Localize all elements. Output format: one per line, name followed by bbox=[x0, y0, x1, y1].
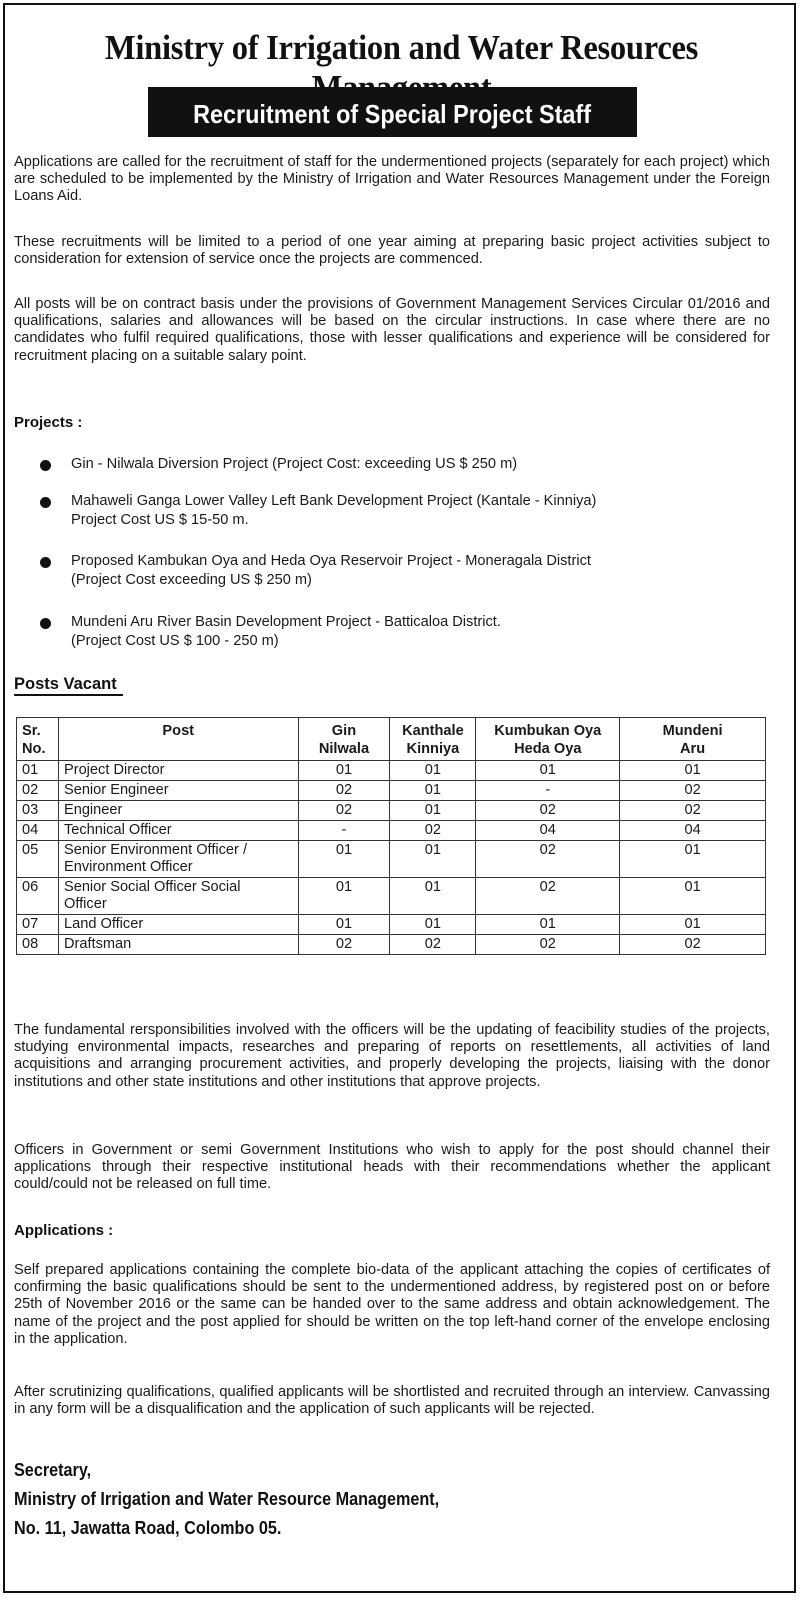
intro-paragraph-2: These recruitments will be limited to a period of one year aiming at preparing basic project activities subject to consideration for extension of service once the projects are commenced. bbox=[14, 234, 770, 268]
table-row: 06 Senior Social Officer Social Officer 01 01 02 01 bbox=[17, 878, 766, 915]
post-cell: Senior Social Officer Social Officer bbox=[58, 878, 298, 915]
responsibilities-paragraph: The fundamental rersponsibilities involved with the officers will be the updating of feacibility studies of the projects, studying environmental impacts, researches and preparing of reports on resettlements, all activities of land acquisitions and arranging procurement activities, and properly developing the projects, liaising with the donor institutions and other state institutions and other institutions that approve projects. bbox=[14, 1022, 770, 1090]
projects-heading: Projects : bbox=[14, 414, 83, 431]
bullet-icon bbox=[40, 460, 51, 471]
applications-heading: Applications : bbox=[14, 1222, 114, 1239]
intro-paragraph-1: Applications are called for the recruitment of staff for the undermentioned projects (separately for each project) which are scheduled to be implemented by the Ministry of Irrigation and Water Resources Management under the Foreign Loans Aid. bbox=[14, 154, 770, 205]
signature-ministry: Ministry of Irrigation and Water Resource Management, bbox=[14, 1489, 440, 1509]
table-header-row bbox=[17, 718, 766, 761]
table-row: 01 Project Director 01 01 01 01 bbox=[17, 761, 766, 781]
posts-vacant-heading: Posts Vacant bbox=[14, 675, 123, 696]
ministry-title: Ministry of Irrigation and Water Resources bbox=[104, 28, 699, 67]
table-row: 03 Engineer 02 01 02 02 bbox=[17, 801, 766, 821]
bullet-icon bbox=[40, 497, 51, 508]
post-cell: Senior Engineer bbox=[58, 781, 298, 801]
table-row: 04 Technical Officer - 02 04 04 bbox=[17, 821, 766, 841]
recruitment-banner bbox=[148, 87, 637, 137]
government-officers-paragraph: Officers in Government or semi Government Institutions who wish to apply for the post should channel their applications through their respective institutional heads with their recommendations whether the applicant could/could not be released on full time. bbox=[14, 1142, 770, 1193]
col-gin-nilwala: Gin Nilwala bbox=[298, 718, 390, 761]
col-sr-no: Sr. No. bbox=[17, 718, 59, 761]
table-row: 05 Senior Environment Officer / Environment Officer 01 01 02 01 bbox=[17, 841, 766, 878]
post-cell: Draftsman bbox=[58, 935, 298, 955]
post-cell: Technical Officer bbox=[58, 821, 298, 841]
bullet-icon bbox=[40, 557, 51, 568]
post-cell: Engineer bbox=[58, 801, 298, 821]
table-row: 07 Land Officer 01 01 01 01 bbox=[17, 915, 766, 935]
table-row: 08 Draftsman 02 02 02 02 bbox=[17, 935, 766, 955]
col-kanthale-kinniya: Kanthale Kinniya bbox=[390, 718, 476, 761]
post-cell: Project Director bbox=[58, 761, 298, 781]
table-row: 02 Senior Engineer 02 01 - 02 bbox=[17, 781, 766, 801]
signature-address: No. 11, Jawatta Road, Colombo 05. bbox=[14, 1518, 282, 1538]
col-kumbukan-heda-oya: Kumbukan Oya Heda Oya bbox=[476, 718, 620, 761]
post-cell: Senior Environment Officer / Environment Officer bbox=[58, 841, 298, 878]
applications-paragraph-1: Self prepared applications containing the complete bio-data of the applicant attaching the copies of certificates of confirming the basic qualifications should be sent to the undermentioned address, by registered post on or before 25th of November 2016 or the same can be handed over to the same address and obtain acknowledgement. The name of the project and the post applied for should be written on the top left-hand corner of the envelope enclosing in the application. bbox=[14, 1262, 770, 1347]
post-cell: Land Officer bbox=[58, 915, 298, 935]
signature-title: Secretary, bbox=[14, 1460, 92, 1480]
bullet-icon bbox=[40, 618, 51, 629]
intro-paragraph-3: All posts will be on contract basis under the provisions of Government Management Services Circular 01/2016 and qualifications, salaries and allowances will be based on the circular instructions. In case where there are no candidates who fulfil required qualifications, those with lesser qualifications and experience will be considered for recruitment placing on a suitable salary point. bbox=[14, 296, 770, 364]
banner-text: Recruitment of Special Project Staff bbox=[193, 99, 592, 129]
col-mundeni-aru: Mundeni Aru bbox=[620, 718, 766, 761]
col-post: Post bbox=[58, 718, 298, 761]
posts-table bbox=[16, 717, 766, 955]
applications-paragraph-2: After scrutinizing qualifications, qualified applicants will be shortlisted and recruited through an interview. Canvassing in any form will be a disqualification and the application of such applicants will be rejected. bbox=[14, 1384, 770, 1418]
